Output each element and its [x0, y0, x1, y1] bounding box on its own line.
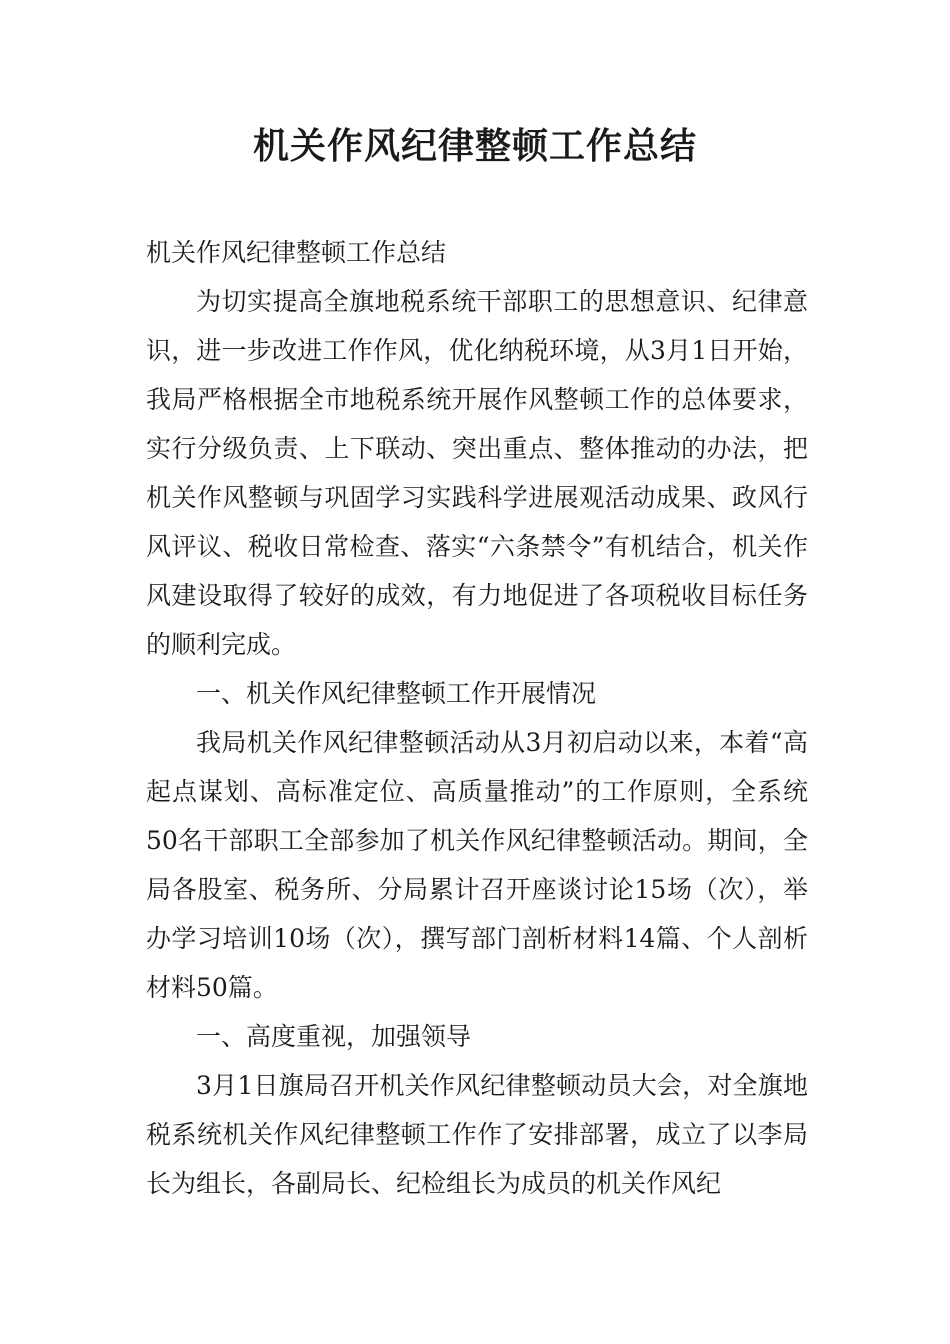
- document-body: [146, 228, 808, 1208]
- document-title: 机关作风纪律整顿工作总结: [252, 126, 697, 167]
- section-heading: 一、机关作风纪律整顿工作开展情况: [196, 679, 597, 708]
- subsection-heading: 一、高度重视，加强领导: [196, 1022, 472, 1051]
- document-subtitle: 机关作风纪律整顿工作总结: [146, 238, 447, 267]
- body-paragraph: 我局机关作风纪律整顿活动从3月初启动以来，本着“高起点谋划、高标准定位、高质量推动”的工作原则，全系统50名干部职工全部参加了机关作风纪律整顿活动。期间，全局各股室、税务所、分局累计召开座谈讨论15场（次），举办学习培训10场（次），撰写部门剖析材料14篇、个人剖析材料50篇。: [146, 728, 808, 1002]
- intro-paragraph: 为切实提高全旗地税系统干部职工的思想意识、纪律意识，进一步改进工作作风，优化纳税环境，从3月1日开始，我局严格根据全市地税系统开展作风整顿工作的总体要求，实行分级负责、上下联动、突出重点、整体推动的办法，把机关作风整顿与巩固学习实践科学进展观活动成果、政风行风评议、税收日常检查、落实“六条禁令”有机结合，机关作风建设取得了较好的成效，有力地促进了各项税收目标任务的顺利完成。: [146, 287, 808, 659]
- body-paragraph: 3月1日旗局召开机关作风纪律整顿动员大会，对全旗地税系统机关作风纪律整顿工作作了安排部署，成立了以李局长为组长，各副局长、纪检组长为成员的机关作风纪: [146, 1071, 808, 1198]
